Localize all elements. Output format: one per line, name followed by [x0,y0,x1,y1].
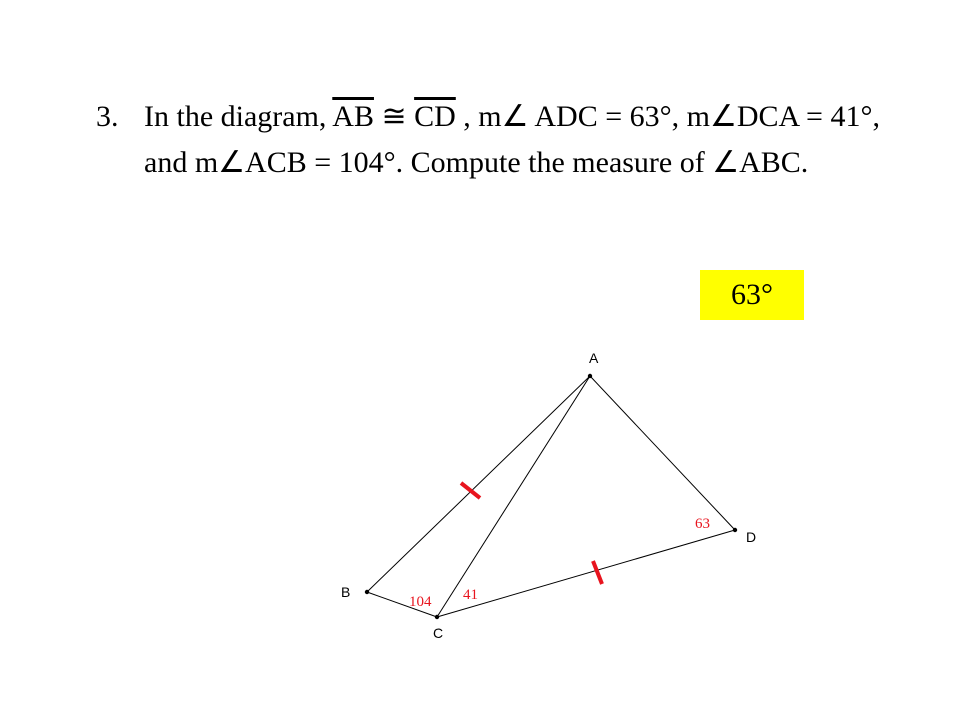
answer-value: 63° [731,278,773,311]
point-a [588,374,592,378]
segment-ac-line [437,376,590,617]
segment-cd: $\overline{CD}$ [414,100,456,133]
problem-number: 3. [96,100,119,133]
angle-label-dca: 41 [463,587,478,603]
point-d [733,528,737,532]
angle-label-adc: 63 [695,516,710,532]
line1-suffix: , m∠ ADC = 63°, m∠DCA = 41°, [455,100,880,133]
segment-cd-line [437,530,735,617]
problem-line-2: and m∠ACB = 104°. Compute the measure of ∠ABC. [144,146,809,179]
line1-prefix: In the diagram, [144,100,333,133]
segment-ab: $\overline{AB}$ [332,100,374,133]
label-c: C [433,625,444,641]
label-b: B [341,584,351,600]
congruence-tick-cd [593,561,602,584]
point-b [365,590,369,594]
segment-ad-line [590,376,735,530]
congruent-symbol: ≅ [373,100,415,133]
angle-label-acb: 104 [409,594,432,610]
label-a: A [589,350,599,366]
segment-ab-line [367,376,590,592]
label-d: D [746,529,757,545]
point-c [435,615,439,619]
